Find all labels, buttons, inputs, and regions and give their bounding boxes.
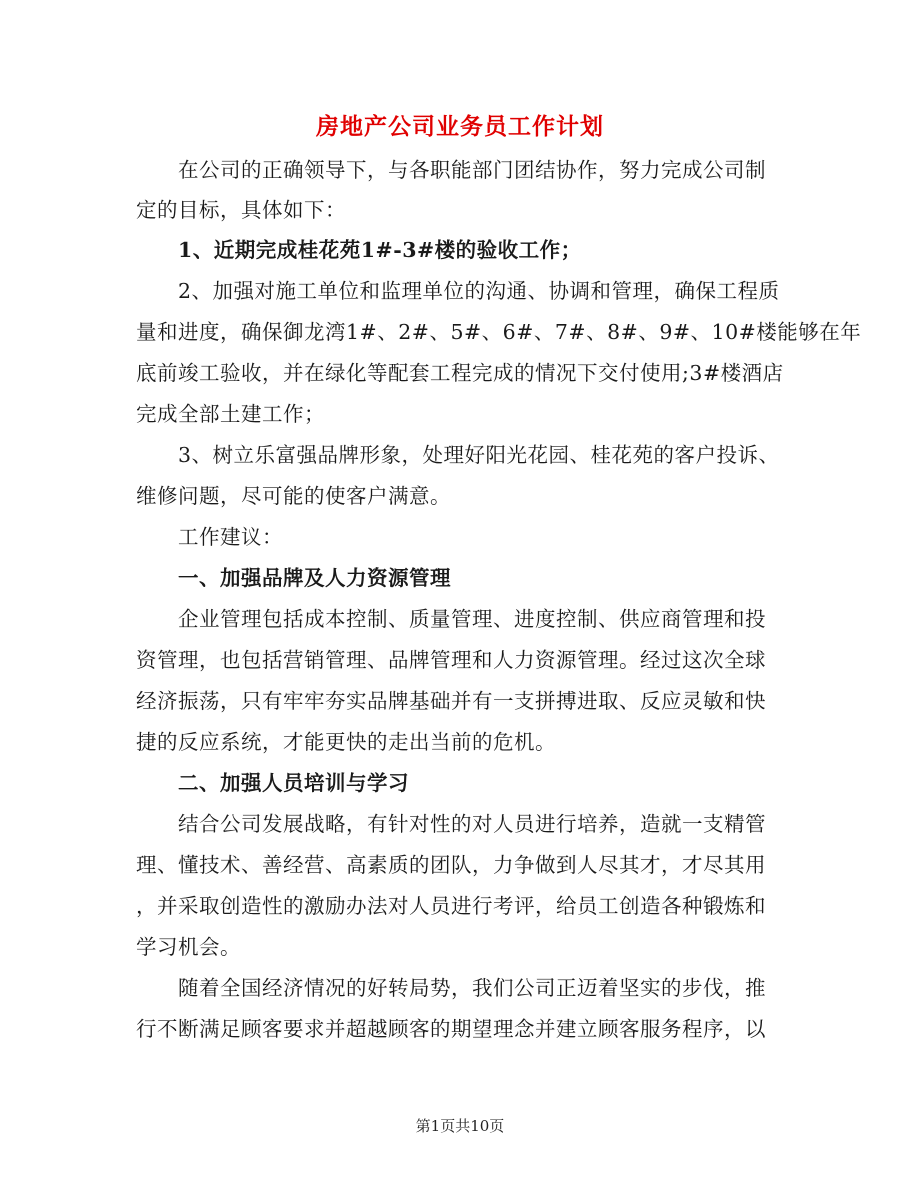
paragraph-line: 资管理，也包括营销管理、品牌管理和人力资源管理。经过这次全球 — [136, 648, 766, 672]
paragraph-line: 工作建议： — [136, 525, 283, 549]
document-title: 房地产公司业务员工作计划 — [316, 113, 604, 140]
section-heading: 二、加强人员培训与学习 — [136, 771, 409, 795]
paragraph-line: 企业管理包括成本控制、质量管理、进度控制、供应商管理和投 — [136, 607, 766, 631]
paragraph-line: 理、懂技术、善经营、高素质的团队，力争做到人尽其才，才尽其用 — [136, 853, 766, 877]
paragraph-line: 维修问题，尽可能的使客户满意。 — [136, 484, 451, 508]
paragraph-line: 结合公司发展战略，有针对性的对人员进行培养，造就一支精管 — [136, 812, 766, 836]
paragraph-line: 捷的反应系统，才能更快的走出当前的危机。 — [136, 730, 556, 754]
paragraph-line: 底前竣工验收，并在绿化等配套工程完成的情况下交付使用;3#楼酒店 — [136, 361, 784, 385]
paragraph-line: ，并采取创造性的激励办法对人员进行考评，给员工创造各种锻炼和 — [136, 894, 766, 918]
paragraph-line: 随着全国经济情况的好转局势，我们公司正迈着坚实的步伐，推 — [136, 976, 766, 1000]
page-number: 第1页共10页 — [415, 1117, 505, 1135]
paragraph-line: 在公司的正确领导下，与各职能部门团结协作，努力完成公司制 — [136, 158, 766, 182]
list-item-heading: 1、近期完成桂花苑1#-3#楼的验收工作； — [136, 238, 582, 262]
paragraph-line: 完成全部土建工作； — [136, 402, 325, 426]
section-heading: 一、加强品牌及人力资源管理 — [136, 566, 451, 590]
paragraph-line: 定的目标，具体如下： — [136, 198, 346, 222]
paragraph-line: 3、树立乐富强品牌形象，处理好阳光花园、桂花苑的客户投诉、 — [136, 443, 780, 467]
paragraph-line: 行不断满足顾客要求并超越顾客的期望理念并建立顾客服务程序，以 — [136, 1017, 766, 1041]
paragraph-line: 经济振荡，只有牢牢夯实品牌基础并有一支拼搏进取、反应灵敏和快 — [136, 689, 766, 713]
paragraph-line: 量和进度，确保御龙湾1#、2#、5#、6#、7#、8#、9#、10#楼能够在年 — [136, 320, 862, 344]
paragraph-line: 2、加强对施工单位和监理单位的沟通、协调和管理，确保工程质 — [136, 279, 780, 303]
paragraph-line: 学习机会。 — [136, 935, 241, 959]
